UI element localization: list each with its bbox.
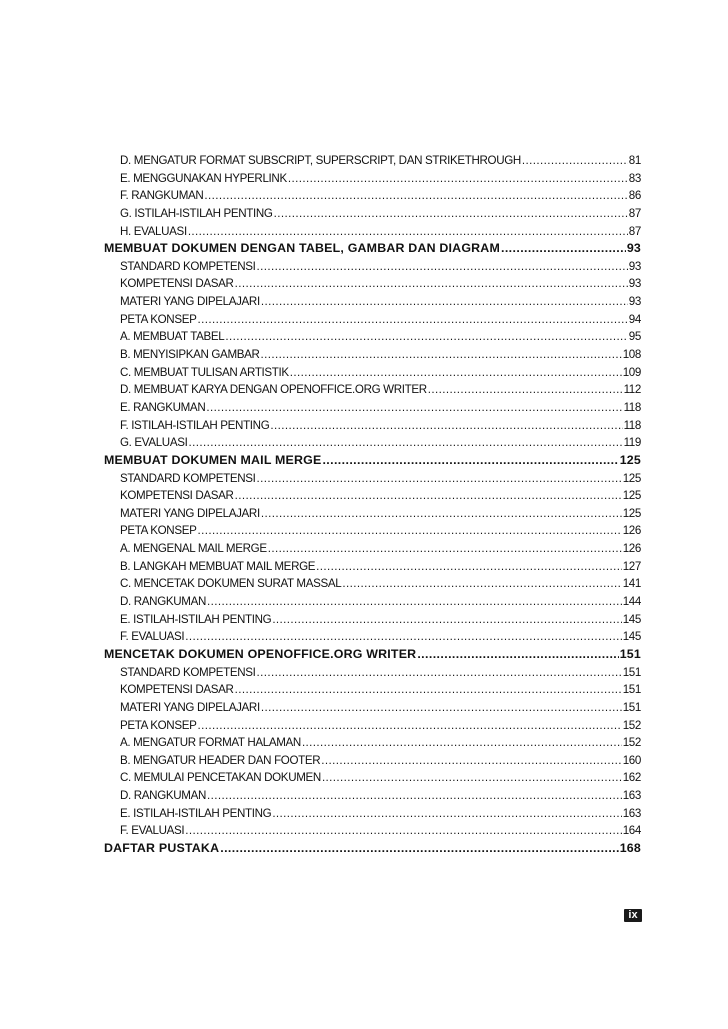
toc-entry-title: MENCETAK DOKUMEN OPENOFFICE.ORG WRITER xyxy=(104,646,417,661)
toc-entry-title: MATERI YANG DIPELAJARI xyxy=(120,506,260,520)
toc-entry-page: 86 xyxy=(628,189,641,203)
toc-entry xyxy=(104,187,641,205)
toc-entry-title: PETA KONSEP xyxy=(120,312,197,326)
dot-leader xyxy=(322,769,622,787)
dot-leader xyxy=(220,840,618,858)
toc-entry xyxy=(104,205,641,223)
toc-entry-page: 151 xyxy=(619,646,641,661)
dot-leader xyxy=(185,822,621,840)
toc-entry xyxy=(104,417,641,435)
toc-entry-page: 151 xyxy=(622,665,641,679)
toc-chapter-entry xyxy=(104,646,641,664)
dot-leader xyxy=(188,434,622,452)
toc-entry-title: KOMPETENSI DASAR xyxy=(120,277,234,291)
toc-entry-title: STANDARD KOMPETENSI xyxy=(120,471,256,485)
dot-leader xyxy=(235,487,622,505)
toc-entry-title: B. MENGATUR HEADER DAN FOOTER xyxy=(120,753,321,767)
toc-entry xyxy=(104,805,641,823)
toc-entry-page: 109 xyxy=(622,365,641,379)
toc-entry-title: C. MEMBUAT TULISAN ARTISTIK xyxy=(120,365,289,379)
toc-entry-page: 112 xyxy=(623,383,641,397)
toc-entry xyxy=(104,170,641,188)
toc-entry-page: 125 xyxy=(622,506,641,520)
toc-entry xyxy=(104,381,641,399)
dot-leader xyxy=(428,381,623,399)
toc-chapter-entry xyxy=(104,840,641,858)
toc-entry-page: 145 xyxy=(622,612,641,626)
toc-entry xyxy=(104,681,641,699)
toc-entry-title: F. RANGKUMAN xyxy=(120,189,204,203)
toc-entry-page: 160 xyxy=(622,753,641,767)
dot-leader xyxy=(197,522,621,540)
toc-entry-page: 126 xyxy=(622,524,641,538)
toc-entry xyxy=(104,717,641,735)
dot-leader xyxy=(322,452,618,470)
toc-entry-title: D. MENGATUR FORMAT SUBSCRIPT, SUPERSCRIPT, DAN STRIKETHROUGH xyxy=(120,154,521,167)
toc-entry-page: 152 xyxy=(622,736,641,750)
toc-entry-title: A. MENGENAL MAIL MERGE xyxy=(120,542,267,556)
toc-entry-page: 127 xyxy=(622,559,641,573)
toc-entry xyxy=(104,293,641,311)
toc-entry-page: 94 xyxy=(628,312,641,326)
toc-entry-page: 93 xyxy=(628,295,641,309)
dot-leader xyxy=(261,293,628,311)
toc-entry xyxy=(104,311,641,329)
toc-entry xyxy=(104,664,641,682)
toc-entry xyxy=(104,787,641,805)
toc-entry-page: 93 xyxy=(628,259,641,273)
toc-entry xyxy=(104,346,641,364)
toc-entry xyxy=(104,822,641,840)
dot-leader xyxy=(321,752,621,770)
toc-entry-page: 163 xyxy=(622,806,641,820)
dot-leader xyxy=(261,699,622,717)
toc-entry xyxy=(104,734,641,752)
toc-entry-page: 87 xyxy=(628,206,641,220)
toc-entry-page: 145 xyxy=(622,630,641,644)
toc-entry xyxy=(104,752,641,770)
toc-entry-title: KOMPETENSI DASAR xyxy=(120,489,234,503)
dot-leader xyxy=(270,417,622,435)
toc-entry-page: 108 xyxy=(622,348,641,362)
toc-entry-title: C. MENCETAK DOKUMEN SURAT MASSAL xyxy=(120,577,342,591)
toc-entry-page: 126 xyxy=(622,542,641,556)
toc-entry-title: G. ISTILAH-ISTILAH PENTING xyxy=(120,206,273,220)
toc-entry xyxy=(104,223,641,241)
toc-entry-page: 164 xyxy=(622,824,641,838)
table-of-contents xyxy=(104,152,641,858)
dot-leader xyxy=(257,470,622,488)
toc-chapter-entry xyxy=(104,240,641,258)
toc-entry-page: 83 xyxy=(628,171,641,185)
dot-leader xyxy=(204,187,627,205)
dot-leader xyxy=(268,540,622,558)
toc-entry-title: F. EVALUASI xyxy=(120,824,185,838)
dot-leader xyxy=(288,170,628,188)
toc-entry-title: MATERI YANG DIPELAJARI xyxy=(120,700,260,714)
toc-entry-page: 162 xyxy=(622,771,641,785)
dot-leader xyxy=(185,628,621,646)
toc-entry-title: G. EVALUASI xyxy=(120,436,188,450)
dot-leader xyxy=(261,346,622,364)
dot-leader xyxy=(235,275,628,293)
toc-entry xyxy=(104,328,641,346)
toc-entry-page: 95 xyxy=(628,330,641,344)
toc-entry-page: 118 xyxy=(623,400,641,414)
dot-leader xyxy=(225,328,627,346)
toc-entry-page: 125 xyxy=(619,452,641,467)
toc-entry-title: A. MEMBUAT TABEL xyxy=(120,330,225,344)
toc-entry-title: E. MENGGUNAKAN HYPERLINK xyxy=(120,171,287,185)
toc-entry-page: 144 xyxy=(622,595,641,609)
dot-leader xyxy=(197,717,621,735)
toc-entry xyxy=(104,558,641,576)
toc-entry xyxy=(104,540,641,558)
toc-entry-title: MATERI YANG DIPELAJARI xyxy=(120,295,260,309)
toc-entry-page: 119 xyxy=(623,436,641,450)
toc-entry xyxy=(104,434,641,452)
dot-leader xyxy=(272,611,621,629)
toc-entry-page: 125 xyxy=(622,489,641,503)
toc-entry-page: 163 xyxy=(622,789,641,803)
dot-leader xyxy=(272,805,621,823)
toc-entry-title: B. LANGKAH MEMBUAT MAIL MERGE xyxy=(120,559,316,573)
toc-chapter-entry xyxy=(104,452,641,470)
toc-entry-title: PETA KONSEP xyxy=(120,524,197,538)
toc-entry-title: F. ISTILAH-ISTILAH PENTING xyxy=(120,418,270,432)
toc-entry-title: PETA KONSEP xyxy=(120,718,197,732)
dot-leader xyxy=(522,152,628,170)
dot-leader xyxy=(235,681,622,699)
toc-entry xyxy=(104,522,641,540)
toc-entry-title: H. EVALUASI xyxy=(120,224,187,238)
toc-entry-title: STANDARD KOMPETENSI xyxy=(120,665,256,679)
toc-entry-title: MEMBUAT DOKUMEN MAIL MERGE xyxy=(104,452,322,467)
toc-entry-page: 151 xyxy=(622,683,641,697)
toc-entry xyxy=(104,505,641,523)
toc-entry-page: 93 xyxy=(626,241,641,256)
toc-entry xyxy=(104,258,641,276)
dot-leader xyxy=(290,364,622,382)
dot-leader xyxy=(207,593,622,611)
dot-leader xyxy=(261,505,622,523)
toc-entry-title: F. EVALUASI xyxy=(120,630,185,644)
dot-leader xyxy=(197,311,627,329)
dot-leader xyxy=(501,240,626,258)
dot-leader xyxy=(302,734,622,752)
toc-entry xyxy=(104,275,641,293)
toc-entry-page: 81 xyxy=(628,154,641,167)
toc-entry-title: STANDARD KOMPETENSI xyxy=(120,259,256,273)
toc-entry-page: 168 xyxy=(619,840,641,855)
toc-entry-page: 152 xyxy=(622,718,641,732)
toc-entry-page: 93 xyxy=(628,277,641,291)
toc-entry-title: DAFTAR PUSTAKA xyxy=(104,840,220,855)
toc-entry-title: B. MENYISIPKAN GAMBAR xyxy=(120,348,260,362)
toc-entry xyxy=(104,487,641,505)
dot-leader xyxy=(206,399,622,417)
toc-entry-title: D. RANGKUMAN xyxy=(120,789,206,803)
toc-entry-title: E. RANGKUMAN xyxy=(120,400,206,414)
dot-leader xyxy=(342,575,621,593)
toc-entry-page: 141 xyxy=(622,577,641,591)
dot-leader xyxy=(316,558,622,576)
toc-entry-title: MEMBUAT DOKUMEN DENGAN TABEL, GAMBAR DAN DIAGRAM xyxy=(104,241,500,256)
toc-entry xyxy=(104,593,641,611)
toc-entry-title: E. ISTILAH-ISTILAH PENTING xyxy=(120,806,272,820)
toc-entry-title: KOMPETENSI DASAR xyxy=(120,683,234,697)
toc-entry-title: D. MEMBUAT KARYA DENGAN OPENOFFICE.ORG WRITER xyxy=(120,383,427,397)
toc-entry-page: 87 xyxy=(628,224,641,238)
toc-entry-page: 125 xyxy=(622,471,641,485)
dot-leader xyxy=(207,787,622,805)
toc-entry xyxy=(104,699,641,717)
toc-entry xyxy=(104,575,641,593)
toc-entry xyxy=(104,769,641,787)
toc-entry-page: 118 xyxy=(623,418,641,432)
toc-entry xyxy=(104,399,641,417)
toc-entry xyxy=(104,152,641,170)
dot-leader xyxy=(274,205,628,223)
toc-entry xyxy=(104,364,641,382)
toc-entry xyxy=(104,628,641,646)
toc-entry-title: E. ISTILAH-ISTILAH PENTING xyxy=(120,612,272,626)
page-number: ix xyxy=(624,909,642,922)
toc-entry-page: 151 xyxy=(622,700,641,714)
toc-entry-title: A. MENGATUR FORMAT HALAMAN xyxy=(120,736,301,750)
dot-leader xyxy=(188,223,628,241)
dot-leader xyxy=(257,258,628,276)
toc-entry xyxy=(104,611,641,629)
toc-entry xyxy=(104,470,641,488)
toc-entry-title: C. MEMULAI PENCETAKAN DOKUMEN xyxy=(120,771,321,785)
dot-leader xyxy=(257,664,622,682)
dot-leader xyxy=(417,646,618,664)
toc-entry-title: D. RANGKUMAN xyxy=(120,595,206,609)
